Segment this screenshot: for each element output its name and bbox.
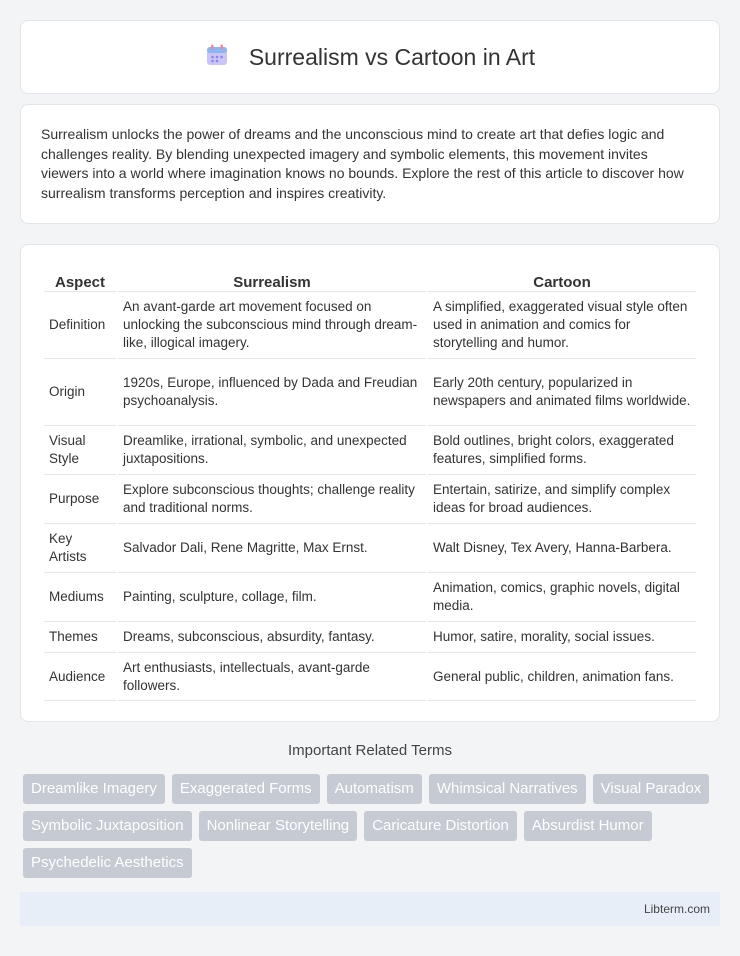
related-terms-title: Important Related Terms (288, 742, 452, 759)
term-tag[interactable]: Symbolic Juxtaposition (23, 811, 192, 841)
term-tag[interactable]: Whimsical Narratives (429, 774, 586, 804)
surrealism-cell: Painting, sculpture, collage, film. (118, 572, 426, 621)
surrealism-cell: Dreamlike, irrational, symbolic, and unexpected juxtapositions. (118, 425, 426, 474)
header-aspect: Aspect (54, 274, 106, 291)
table-row (44, 358, 696, 425)
cartoon-cell: Walt Disney, Tex Avery, Hanna-Barbera. (428, 523, 696, 572)
intro-text: Surrealism unlocks the power of dreams and the unconscious mind to create art that defies logic and challenges reality. By blending unexpected imagery and symbolic elements, this movement invites viewers into a world where imagination knows no bounds. Explore the rest of this article to discover how surrealism transforms perception and inspires creativity. (41, 126, 684, 201)
term-tag[interactable]: Psychedelic Aesthetics (23, 848, 192, 878)
term-tag[interactable]: Absurdist Humor (524, 811, 652, 841)
term-tag[interactable]: Exaggerated Forms (172, 774, 320, 804)
header-cartoon: Cartoon (533, 274, 591, 291)
aspect-cell: Key Artists (44, 523, 116, 572)
related-terms-list (23, 774, 723, 878)
cartoon-cell: Bold outlines, bright colors, exaggerated features, simplified forms. (428, 425, 696, 474)
surrealism-cell: Explore subconscious thoughts; challenge reality and traditional norms. (118, 474, 426, 523)
aspect-cell: Themes (44, 621, 116, 652)
cartoon-cell: A simplified, exaggerated visual style often used in animation and comics for storytelling and humor. (428, 291, 696, 358)
header-surrealism: Surrealism (233, 274, 311, 291)
table-header-row (44, 265, 696, 291)
footer-link[interactable]: Libterm.com (643, 902, 710, 916)
intro-card (20, 104, 720, 224)
cartoon-cell: Humor, satire, morality, social issues. (428, 621, 696, 652)
aspect-cell: Visual Style (44, 425, 116, 474)
aspect-cell: Origin (44, 358, 116, 425)
surrealism-cell: Art enthusiasts, intellectuals, avant-garde followers. (118, 652, 426, 701)
term-tag[interactable]: Visual Paradox (593, 774, 710, 804)
aspect-cell: Audience (44, 652, 116, 701)
table-row (44, 621, 696, 652)
cartoon-cell: Entertain, satirize, and simplify complex ideas for broad audiences. (428, 474, 696, 523)
header (205, 43, 535, 72)
aspect-cell: Definition (44, 291, 116, 358)
table-row (44, 291, 696, 358)
surrealism-cell: Salvador Dali, Rene Magritte, Max Ernst. (118, 523, 426, 572)
comparison-table (42, 265, 698, 701)
surrealism-cell: Dreams, subconscious, absurdity, fantasy. (118, 621, 426, 652)
aspect-cell: Mediums (44, 572, 116, 621)
term-tag[interactable]: Caricature Distortion (364, 811, 517, 841)
cartoon-cell: General public, children, animation fans. (428, 652, 696, 701)
header-card (20, 20, 720, 94)
aspect-cell: Purpose (44, 474, 116, 523)
table-row (44, 523, 696, 572)
term-tag[interactable]: Dreamlike Imagery (23, 774, 165, 804)
table-row (44, 474, 696, 523)
term-tag[interactable]: Nonlinear Storytelling (199, 811, 358, 841)
table-row (44, 652, 696, 701)
footer (20, 892, 720, 926)
cartoon-cell: Early 20th century, popularized in newspapers and animated films worldwide. (428, 358, 696, 425)
term-tag[interactable]: Automatism (327, 774, 422, 804)
page-title: Surrealism vs Cartoon in Art (248, 43, 536, 70)
comparison-card (20, 244, 720, 722)
table-row (44, 572, 696, 621)
surrealism-cell: 1920s, Europe, influenced by Dada and Freudian psychoanalysis. (118, 358, 426, 425)
calendar-icon (205, 43, 229, 72)
surrealism-cell: An avant-garde art movement focused on unlocking the subconscious mind through dream-like, illogical imagery. (118, 291, 426, 358)
table-row (44, 425, 696, 474)
cartoon-cell: Animation, comics, graphic novels, digital media. (428, 572, 696, 621)
